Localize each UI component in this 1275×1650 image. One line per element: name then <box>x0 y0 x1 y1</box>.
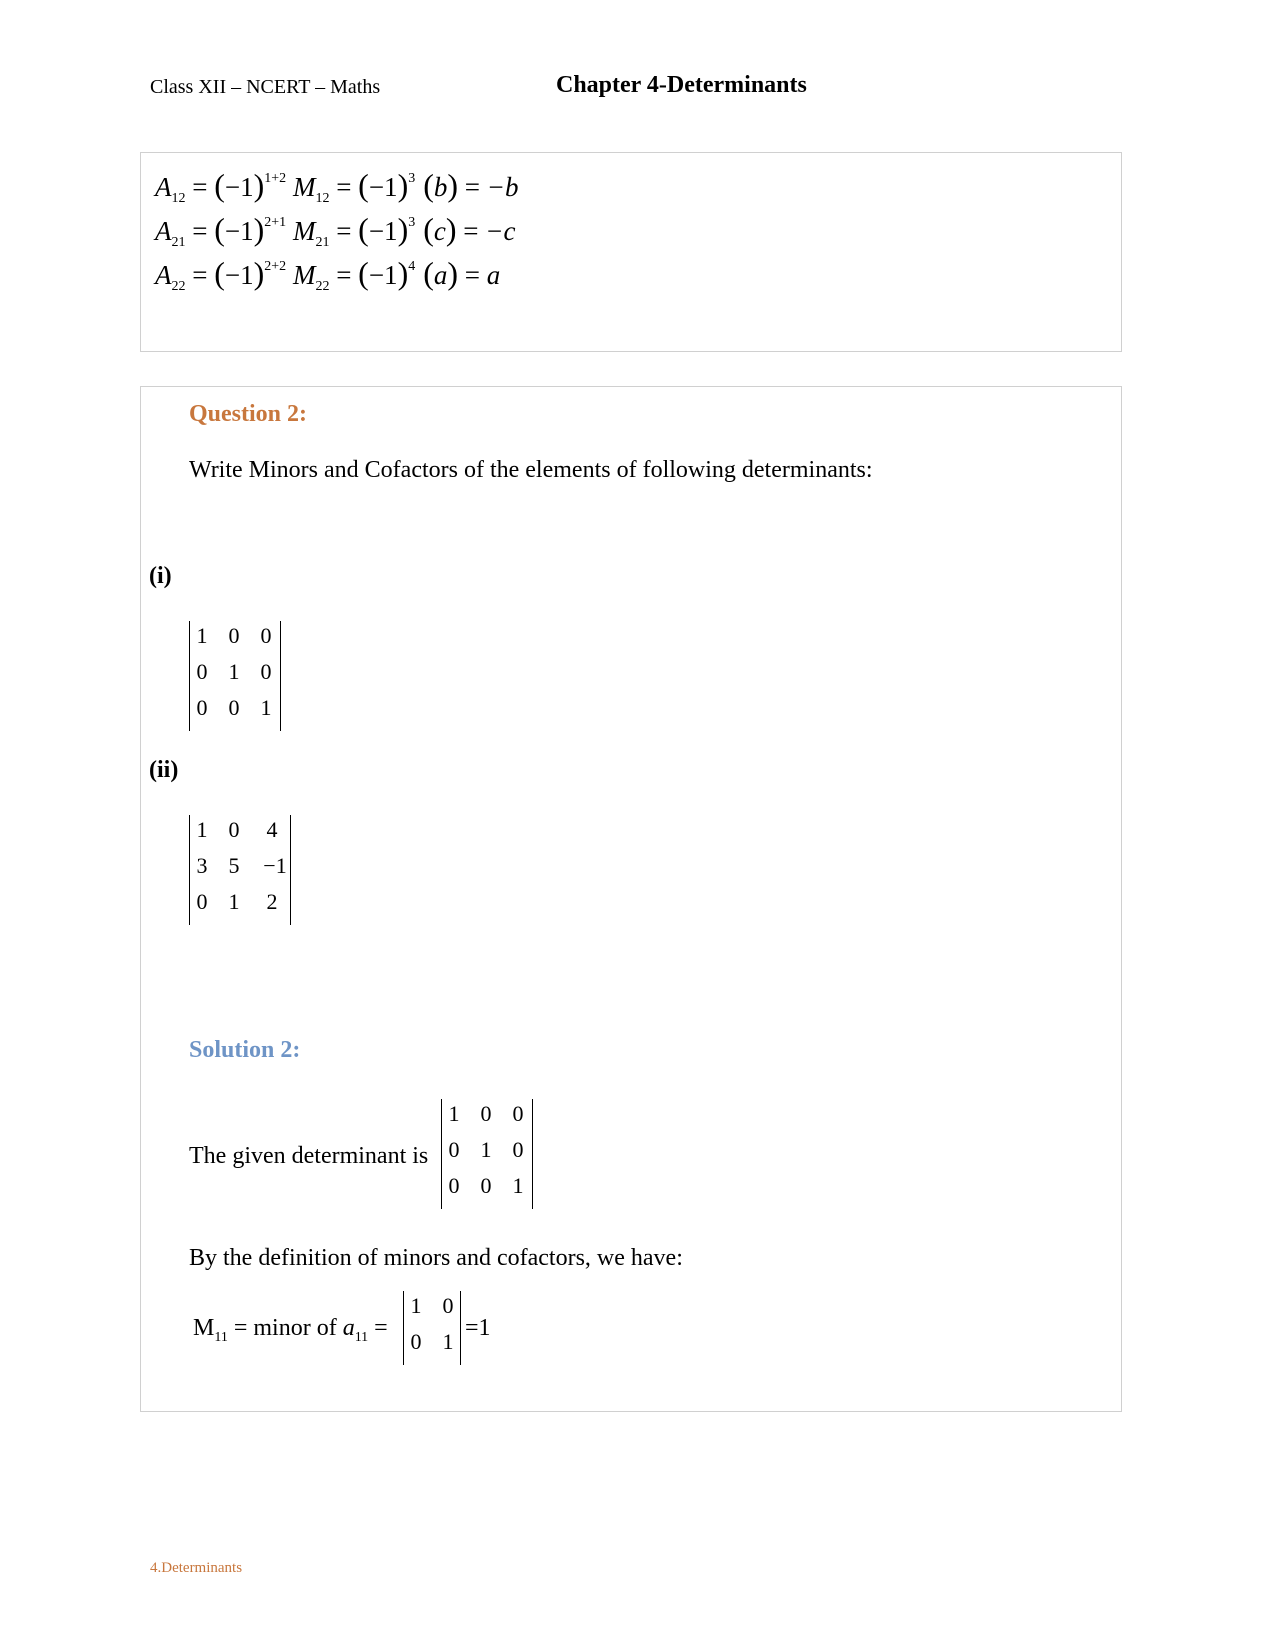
minor-det-cell: 1 <box>442 1329 454 1354</box>
det-ii-cell: 5 <box>228 853 240 878</box>
det-ii-cell: 2 <box>266 889 278 914</box>
given-det-cell: 1 <box>448 1101 460 1126</box>
det-ii-cell: 4 <box>266 817 278 842</box>
det-i-cell: 0 <box>196 695 208 720</box>
given-det-cell: 0 <box>480 1173 492 1198</box>
minor-det-cell: 1 <box>410 1293 422 1318</box>
solution-title: Solution 2: <box>189 1037 301 1063</box>
det-i-cell: 0 <box>228 695 240 720</box>
given-det-cell: 0 <box>512 1137 524 1162</box>
det-i-cell: 1 <box>196 623 208 648</box>
equation-a21: $A_{21} = (-1)^{2+1}$ $M_{21} = (-1)^3$ (c) = −c <box>155 211 516 250</box>
minor-det-cell: 0 <box>442 1293 454 1318</box>
determinant-ii <box>189 815 291 925</box>
given-det-cell: 0 <box>480 1101 492 1126</box>
footer-chapter-label: 4.Determinants <box>150 1560 243 1576</box>
question-solution-box <box>140 386 1122 1412</box>
det-i-cell: 1 <box>228 659 240 684</box>
cofactor-equations-box <box>140 152 1122 352</box>
given-det-cell: 0 <box>512 1101 524 1126</box>
given-determinant <box>441 1099 533 1209</box>
minor-determinant <box>403 1291 461 1365</box>
det-i-cell: 0 <box>260 659 272 684</box>
minor-det-cell: 0 <box>410 1329 422 1354</box>
determinant-i <box>189 621 281 731</box>
given-det-cell: 1 <box>480 1137 492 1162</box>
given-determinant-text: The given determinant is <box>189 1143 429 1169</box>
equation-a12: $A_{12} = (-1)^{1+2}$ $M_{12} = (-1)^3$ (b) = −b <box>155 167 519 206</box>
minor-result: =1 <box>465 1315 491 1341</box>
given-det-cell: 0 <box>448 1173 460 1198</box>
question-text: Write Minors and Cofactors of the elements of following determinants: <box>189 457 873 483</box>
part-ii-label: (ii) <box>149 757 179 783</box>
part-i-label: (i) <box>149 563 172 589</box>
header-chapter-title: Chapter 4-Determinants <box>556 72 807 98</box>
det-i-cell: 0 <box>228 623 240 648</box>
question-title: Question 2: <box>189 401 308 427</box>
header-class-label: Class XII – NCERT – Maths <box>150 76 381 98</box>
det-i-cell: 0 <box>260 623 272 648</box>
definition-text: By the definition of minors and cofactors, we have: <box>189 1245 683 1271</box>
det-i-cell: 0 <box>196 659 208 684</box>
det-ii-cell: 0 <box>228 817 240 842</box>
det-ii-cell: 1 <box>228 889 240 914</box>
det-ii-cell: 1 <box>196 817 208 842</box>
det-ii-cell: 3 <box>196 853 208 878</box>
minor-m11-equation: $M_{11}$ = minor of $a_{11}$ = <box>193 1315 388 1345</box>
det-ii-cell: −1 <box>263 853 287 878</box>
equation-a22: $A_{22} = (-1)^{2+2}$ $M_{22} = (-1)^4$ (a) = a <box>155 255 501 294</box>
det-ii-cell: 0 <box>196 889 208 914</box>
given-det-cell: 0 <box>448 1137 460 1162</box>
det-i-cell: 1 <box>260 695 272 720</box>
given-det-cell: 1 <box>512 1173 524 1198</box>
